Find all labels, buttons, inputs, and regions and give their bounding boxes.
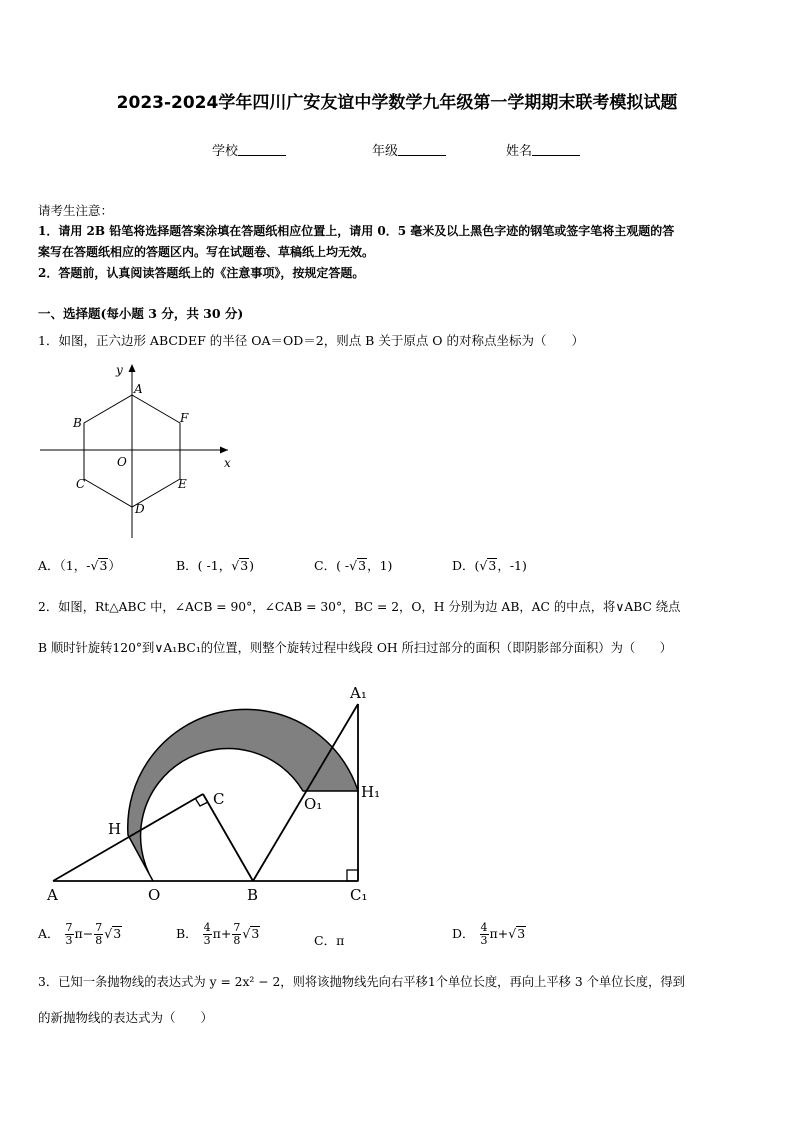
name-field xyxy=(506,140,580,159)
label-A: A xyxy=(134,382,143,396)
school-blank xyxy=(238,143,286,156)
name-label: 姓名 xyxy=(506,144,533,159)
q1-d-radicand: 3 xyxy=(488,558,497,573)
label-C1: C₁ xyxy=(350,886,368,904)
q1-b-tail: ) xyxy=(249,558,255,573)
rotation-figure xyxy=(38,676,398,908)
q1-a-radicand: 3 xyxy=(99,558,108,573)
q2-b-radicand: 3 xyxy=(251,926,260,941)
q2-d-mid: π+ xyxy=(489,926,509,941)
q2-b-num1: 4 xyxy=(203,921,211,934)
label-E: E xyxy=(178,477,187,491)
label-D: D xyxy=(135,502,145,516)
name-blank xyxy=(532,143,580,156)
q1-d-tail: ，-1) xyxy=(497,558,527,573)
q2-option-d[interactable]: D． $\frac{4}{3}$ π+√3 xyxy=(452,921,526,947)
label-O: O xyxy=(117,455,127,469)
q2-b-mid: π+ xyxy=(212,926,232,941)
q2-option-c[interactable] xyxy=(314,931,344,949)
q2-option-b[interactable]: B． $\frac{4}{3}$ π+ $\frac{7}{8}$ √3 xyxy=(176,921,260,947)
q2-d-radicand: 3 xyxy=(517,926,526,941)
notice-item2: 2．答题前，认真阅读答题纸上的《注意事项》，按规定答题。 xyxy=(38,266,365,280)
q3-line1: 3．已知一条抛物线的表达式为 y = 2x² − 2，则将该抛物线先向右平移1个单位长度，再向上平移 3 个单位长度，得到 xyxy=(38,975,685,989)
school-field xyxy=(212,140,286,159)
q1-a-text: A．（1，- xyxy=(38,558,91,573)
label-A1: A₁ xyxy=(350,684,367,702)
hexagon-figure xyxy=(38,360,238,540)
grade-field xyxy=(372,140,446,159)
q2-a-den1: 3 xyxy=(65,934,73,947)
label-C: C xyxy=(76,477,86,491)
q1-d-text: D．( xyxy=(452,558,480,573)
q1-option-a[interactable]: A．（1，-√3） xyxy=(38,558,121,573)
q2-a-label: A． xyxy=(38,926,60,941)
q1-b-text: B．( -1， xyxy=(176,558,232,573)
label-C: C xyxy=(213,790,225,808)
q1-option-b[interactable]: B．( -1，√3) xyxy=(176,558,255,573)
label-x: x xyxy=(224,456,231,470)
label-y: y xyxy=(116,363,123,377)
q3-line2: 的新抛物线的表达式为（ ） xyxy=(38,1010,214,1025)
q2-a-mid: π− xyxy=(74,926,94,941)
q2-d-label: D． xyxy=(452,926,475,941)
q1-option-c[interactable]: C．( -√3，1) xyxy=(314,558,393,573)
label-B: B xyxy=(73,416,82,430)
label-A: A xyxy=(47,886,58,904)
q2-line2: B 顺时针旋转120°到∨A₁BC₁的位置，则整个旋转过程中线段 OH 所扫过部分的面积（即阴影部分面积）为（ ） xyxy=(38,641,673,655)
label-O: O xyxy=(148,886,161,904)
q2-line1: 2．如图，Rt△ABC 中，∠ACB = 90°，∠CAB = 30°，BC = 2，O，H 分别为边 AB，AC 的中点，将∨ABC 绕点 xyxy=(38,600,681,614)
exam-title: 2023-2024学年四川广安友谊中学数学九年级第一学期期末联考模拟试题 xyxy=(116,93,678,113)
section-heading: 一、选择题(每小题 3 分，共 30 分) xyxy=(38,306,244,321)
q1-stem: 1．如图，正六边形 ABCDEF 的半径 OA＝OD＝2，则点 B 关于原点 O 的对称点坐标为（ ） xyxy=(38,333,585,348)
label-F: F xyxy=(180,411,189,425)
notice-heading: 请考生注意： xyxy=(38,203,114,218)
q2-b-label: B． xyxy=(176,926,198,941)
right-angle-C1 xyxy=(347,870,358,881)
q2-a-radicand: 3 xyxy=(113,926,122,941)
q1-c-radicand: 3 xyxy=(358,558,367,573)
q2-a-den2: 8 xyxy=(95,934,103,947)
notice-item1-line2: 案写在答题纸相应的答题区内。写在试题卷、草稿纸上均无效。 xyxy=(38,245,375,259)
q1-c-text: C．( - xyxy=(314,558,350,573)
q1-c-tail: ，1) xyxy=(367,558,393,573)
q1-option-d[interactable]: D．(√3，-1) xyxy=(452,558,527,573)
q1-b-radicand: 3 xyxy=(240,558,249,573)
q2-d-den1: 3 xyxy=(480,934,488,947)
q2-b-den1: 3 xyxy=(203,934,211,947)
q2-b-num2: 7 xyxy=(233,921,241,934)
q2-option-a[interactable]: A． $\frac{7}{3}$ π− $\frac{7}{8}$ √3 xyxy=(38,921,122,947)
q2-a-num1: 7 xyxy=(65,921,73,934)
grade-label: 年级 xyxy=(372,144,399,159)
q2-d-num1: 4 xyxy=(480,921,488,934)
label-H1: H₁ xyxy=(361,783,381,801)
q2-c-text: C．π xyxy=(314,933,345,948)
label-B: B xyxy=(247,886,259,904)
grade-blank xyxy=(398,143,446,156)
label-O1: O₁ xyxy=(304,795,323,813)
q2-b-den2: 8 xyxy=(233,934,241,947)
q2-a-num2: 7 xyxy=(95,921,103,934)
label-H: H xyxy=(108,820,122,838)
q1-a-tail: ） xyxy=(108,558,121,573)
notice-item1-line1: 1．请用 2B 铅笔将选择题答案涂填在答题纸相应位置上，请用 0．5 毫米及以上黑色字迹的钢笔或签字笔将主观题的答 xyxy=(38,224,675,238)
school-label: 学校 xyxy=(212,144,239,159)
shaded-region xyxy=(128,709,358,881)
